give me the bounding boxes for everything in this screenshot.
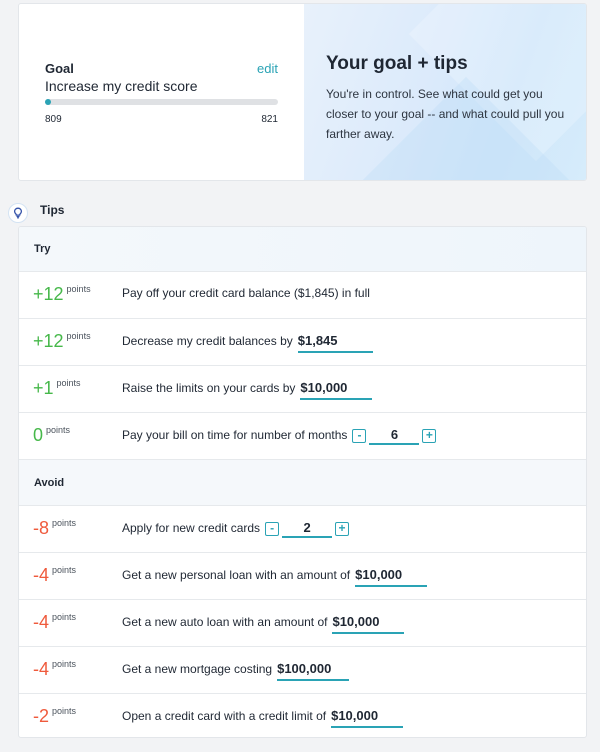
tip-row xyxy=(19,413,586,460)
goal-panel xyxy=(19,4,304,180)
tip-action: Decrease my credit balances by $1,845 xyxy=(122,333,373,353)
tip-row xyxy=(19,694,586,738)
tip-action: Get a new mortgage costing $100,000 xyxy=(122,661,349,681)
tip-action: Get a new personal loan with an amount of $10,000 xyxy=(122,567,427,587)
goal-tips-description: You're in control. See what could get you closer to your goal -- and what could pull you farther away. xyxy=(326,87,565,141)
tip-points: +1 points xyxy=(33,378,81,398)
cards-value[interactable]: 2 xyxy=(282,520,332,538)
amount-input[interactable]: $100,000 xyxy=(277,661,349,681)
goal-text: Increase my credit score xyxy=(45,78,198,94)
goal-progress-marker xyxy=(45,99,51,105)
amount-input[interactable]: $10,000 xyxy=(331,708,403,728)
increment-button[interactable]: + xyxy=(335,522,349,536)
tip-action: Open a credit card with a credit limit of $10,000 xyxy=(122,708,403,728)
tip-row xyxy=(19,506,586,553)
tip-points: +12 points xyxy=(33,331,91,351)
tips-label: Tips xyxy=(40,203,65,217)
goal-card xyxy=(18,3,587,181)
edit-goal-link[interactable]: edit xyxy=(257,61,278,76)
tips-header xyxy=(8,203,64,223)
amount-input[interactable]: $1,845 xyxy=(298,333,373,353)
goal-range xyxy=(45,114,278,125)
increment-button[interactable]: + xyxy=(422,429,436,443)
months-stepper xyxy=(352,427,436,445)
lightbulb-icon xyxy=(8,203,28,223)
tip-row xyxy=(19,600,586,647)
tip-action: Raise the limits on your cards by $10,000 xyxy=(122,380,372,400)
amount-input[interactable]: $10,000 xyxy=(300,380,372,400)
tip-points: -2 points xyxy=(33,706,77,726)
goal-tips-title: Your goal + tips xyxy=(326,53,468,74)
tip-action: Apply for new credit cards - 2 + xyxy=(122,520,349,538)
tip-points: -4 points xyxy=(33,659,77,679)
cards-stepper xyxy=(265,520,349,538)
tip-points: -4 points xyxy=(33,612,77,632)
tips-list xyxy=(18,226,587,738)
goal-target-score: 821 xyxy=(261,114,278,125)
tip-row xyxy=(19,366,586,413)
tip-row xyxy=(19,647,586,694)
tip-points: 0 points xyxy=(33,425,71,445)
goal-current-score: 809 xyxy=(45,114,62,125)
months-value[interactable]: 6 xyxy=(369,427,419,445)
tip-points: -4 points xyxy=(33,565,77,585)
amount-input[interactable]: $10,000 xyxy=(332,614,404,634)
tip-row xyxy=(19,553,586,600)
tip-action: Pay off your credit card balance ($1,845) in full xyxy=(122,286,370,300)
tip-row xyxy=(19,319,586,366)
goal-info-panel xyxy=(304,4,586,180)
goal-heading-row xyxy=(45,61,278,76)
goal-progress-bar xyxy=(45,99,278,105)
try-section-heading: Try xyxy=(19,227,586,272)
tip-action: Get a new auto loan with an amount of $10,000 xyxy=(122,614,404,634)
tip-points: -8 points xyxy=(33,518,77,538)
tip-action: Pay your bill on time for number of months - 6 + xyxy=(122,427,436,445)
decrement-button[interactable]: - xyxy=(352,429,366,443)
decrement-button[interactable]: - xyxy=(265,522,279,536)
tip-points: +12 points xyxy=(33,284,91,304)
avoid-section-heading: Avoid xyxy=(19,460,586,506)
amount-input[interactable]: $10,000 xyxy=(355,567,427,587)
goal-label: Goal xyxy=(45,61,74,76)
tip-row xyxy=(19,272,586,319)
